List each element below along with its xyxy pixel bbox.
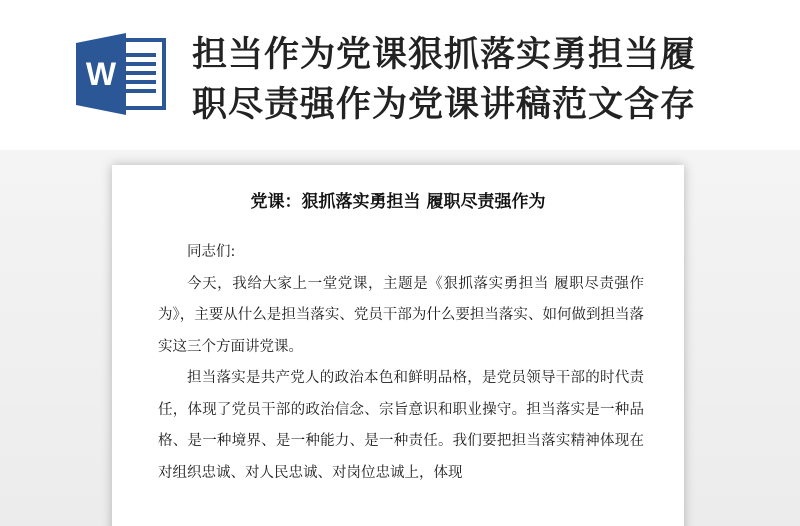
- title-line-2: 职尽责强作为党课讲稿范文含存: [192, 85, 697, 125]
- word-document-icon: [76, 33, 168, 115]
- logo-letter: W: [85, 56, 117, 92]
- banner-header: [0, 0, 800, 150]
- document-heading: 党课：狠抓落实勇担当 履职尽责强作为: [250, 192, 546, 212]
- paragraph: 同志们:: [187, 244, 236, 260]
- page-title: [192, 30, 792, 130]
- document-body: [158, 237, 644, 489]
- paragraph: 今天，我给大家上一堂党课，主题是《狠抓落实勇担当 履职尽责强作为》，主要从什么是担当落实、党员干部为什么要担当落实、如何做到担当落实这三个方面讲党课。: [158, 275, 644, 355]
- paragraph: 担当落实是共产党人的政治本色和鲜明品格，是党员领导干部的时代责任，体现了党员干部的政治信念、宗旨意识和职业操守。担当落实是一种品格、是一种境界、是一种能力、是一种责任。我们要把担当落实精神体现在对组织忠诚、对人民忠诚、对岗位忠诚上，体现: [158, 370, 644, 481]
- title-line-1: 担当作为党课狠抓落实勇担当履: [192, 35, 697, 75]
- document-page: [112, 165, 684, 526]
